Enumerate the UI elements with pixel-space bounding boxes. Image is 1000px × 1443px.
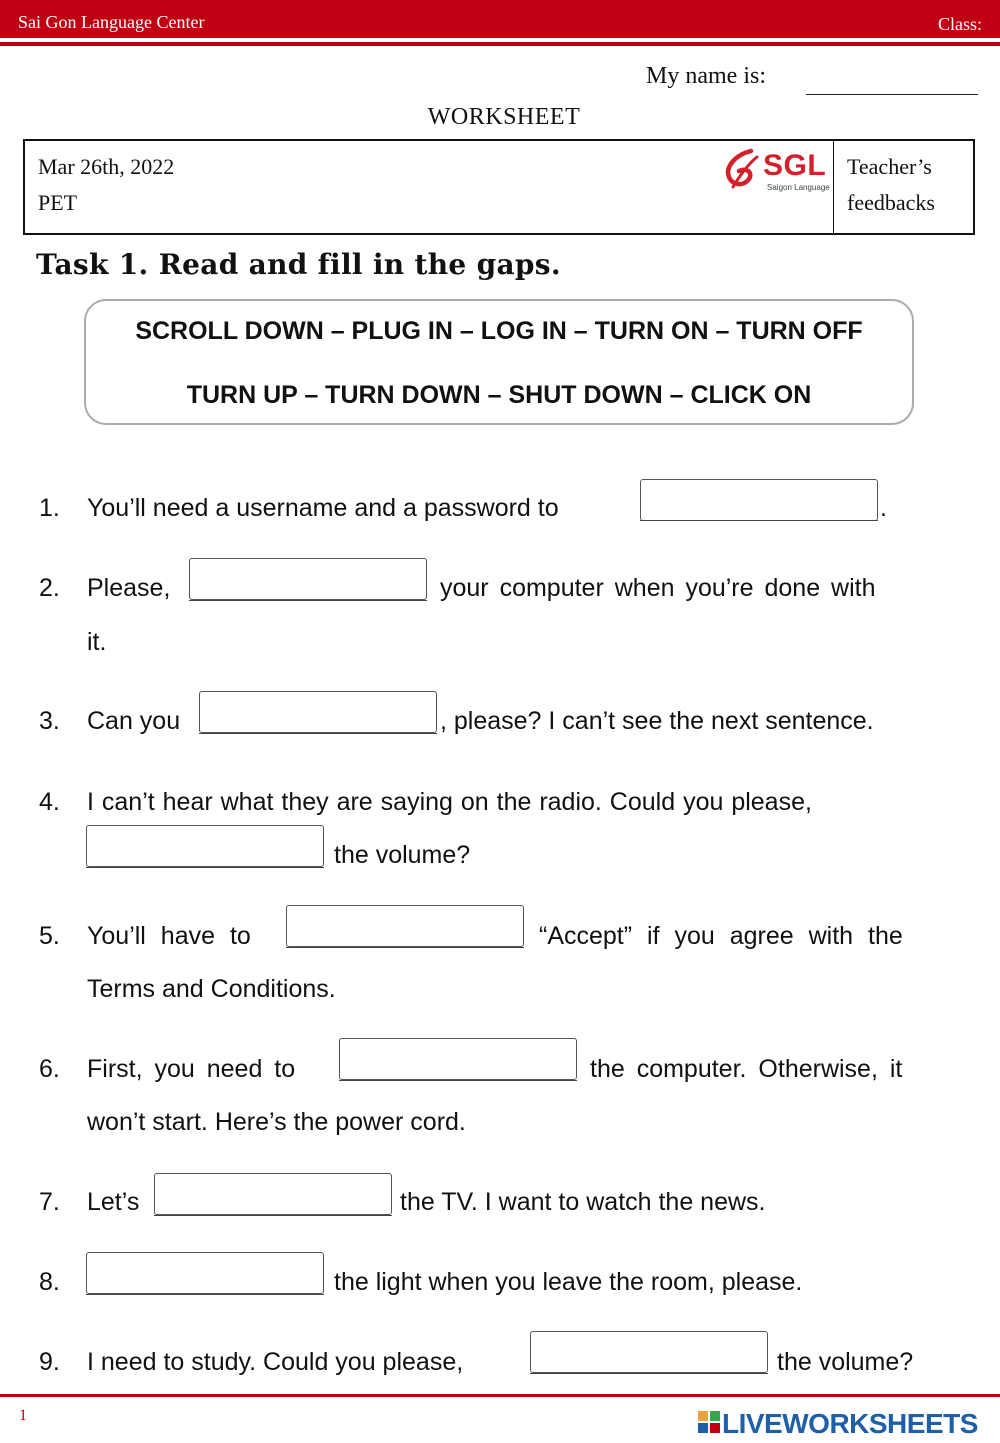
question-text: Let’s xyxy=(87,1188,140,1216)
center-name: Sai Gon Language Center xyxy=(18,12,205,32)
table-divider xyxy=(833,141,834,233)
feedback-label-line1: Teacher’s xyxy=(847,154,932,179)
question-number: 3. xyxy=(39,707,60,735)
worksheet-level: PET xyxy=(38,190,78,215)
question-text-line2: Terms and Conditions. xyxy=(87,975,336,1003)
answer-underline xyxy=(154,1215,392,1216)
answer-input-8[interactable] xyxy=(86,1252,324,1294)
word-bank-row2: TURN UP – TURN DOWN – SHUT DOWN – CLICK ON xyxy=(186,381,812,409)
answer-input-5[interactable] xyxy=(286,905,524,947)
question-text-after: “Accept” if you agree with the xyxy=(539,922,903,950)
question-text-after: the computer. Otherwise, it xyxy=(590,1055,903,1083)
answer-underline xyxy=(530,1373,768,1374)
question-number: 1. xyxy=(39,494,60,522)
question-text: You’ll have to xyxy=(87,922,251,950)
question-text: You’ll need a username and a password to xyxy=(87,494,559,522)
sgl-swoosh-icon xyxy=(721,147,761,193)
question-text: I need to study. Could you please, xyxy=(87,1348,464,1376)
liveworksheets-text: LIVEWORKSHEETS xyxy=(722,1408,978,1439)
question-text-after: the volume? xyxy=(334,841,471,869)
question-text-after: the TV. I want to watch the news. xyxy=(400,1188,766,1216)
footer-divider xyxy=(0,1394,1000,1397)
answer-input-3[interactable] xyxy=(199,691,437,733)
feedback-label-line2: feedbacks xyxy=(847,190,935,215)
answer-underline xyxy=(189,600,427,601)
answer-underline xyxy=(339,1080,577,1081)
sgl-logo xyxy=(721,145,831,195)
question-number: 4. xyxy=(39,788,60,816)
question-text-line2: won’t start. Here’s the power cord. xyxy=(87,1108,466,1136)
question-number: 7. xyxy=(39,1188,60,1216)
answer-underline xyxy=(199,733,437,734)
class-label: Class: xyxy=(937,14,982,34)
answer-input-2[interactable] xyxy=(189,558,427,600)
worksheet-title: WORKSHEET xyxy=(427,104,581,130)
question-number: 2. xyxy=(39,574,60,602)
question-number: 6. xyxy=(39,1055,60,1083)
question-number: 5. xyxy=(39,922,60,950)
sgl-logo-subtitle: Saigon Language xyxy=(767,183,830,192)
answer-underline xyxy=(640,520,878,521)
answer-underline xyxy=(286,947,524,948)
question-text-after: the light when you leave the room, please. xyxy=(334,1268,803,1296)
answer-input-1[interactable] xyxy=(640,479,878,521)
header-divider xyxy=(0,42,1000,46)
sgl-logo-text: SGL xyxy=(763,149,827,182)
question-text: I can’t hear what they are saying on the radio. Could you please, xyxy=(87,788,812,816)
word-bank xyxy=(84,299,914,425)
answer-input-4[interactable] xyxy=(86,825,324,867)
answer-input-6[interactable] xyxy=(339,1038,577,1080)
name-blank-line xyxy=(806,94,978,95)
question-text: First, you need to xyxy=(87,1055,296,1083)
question-text: Please, xyxy=(87,574,171,602)
question-text-after: . xyxy=(880,494,887,522)
header-bar xyxy=(0,0,1000,38)
page-number: 1 xyxy=(19,1407,27,1424)
info-table xyxy=(23,139,975,235)
answer-underline xyxy=(86,867,324,868)
worksheet-date: Mar 26th, 2022 xyxy=(38,154,175,179)
name-label: My name is: xyxy=(646,63,766,89)
task-title: Task 1. Read and fill in the gaps. xyxy=(36,248,561,281)
answer-underline xyxy=(86,1294,324,1295)
question-text-after: , please? I can’t see the next sentence. xyxy=(440,707,874,735)
question-text-after: the volume? xyxy=(777,1348,914,1376)
word-bank-row1: SCROLL DOWN – PLUG IN – LOG IN – TURN ON – TURN OFF xyxy=(135,317,863,345)
question-text-line2: it. xyxy=(87,628,107,656)
liveworksheets-logo-icon xyxy=(698,1411,720,1433)
answer-input-7[interactable] xyxy=(154,1173,392,1215)
question-number: 9. xyxy=(39,1348,60,1376)
question-number: 8. xyxy=(39,1268,60,1296)
question-text: Can you xyxy=(87,707,181,735)
question-text-after: your computer when you’re done with xyxy=(440,574,876,602)
answer-input-9[interactable] xyxy=(530,1331,768,1373)
